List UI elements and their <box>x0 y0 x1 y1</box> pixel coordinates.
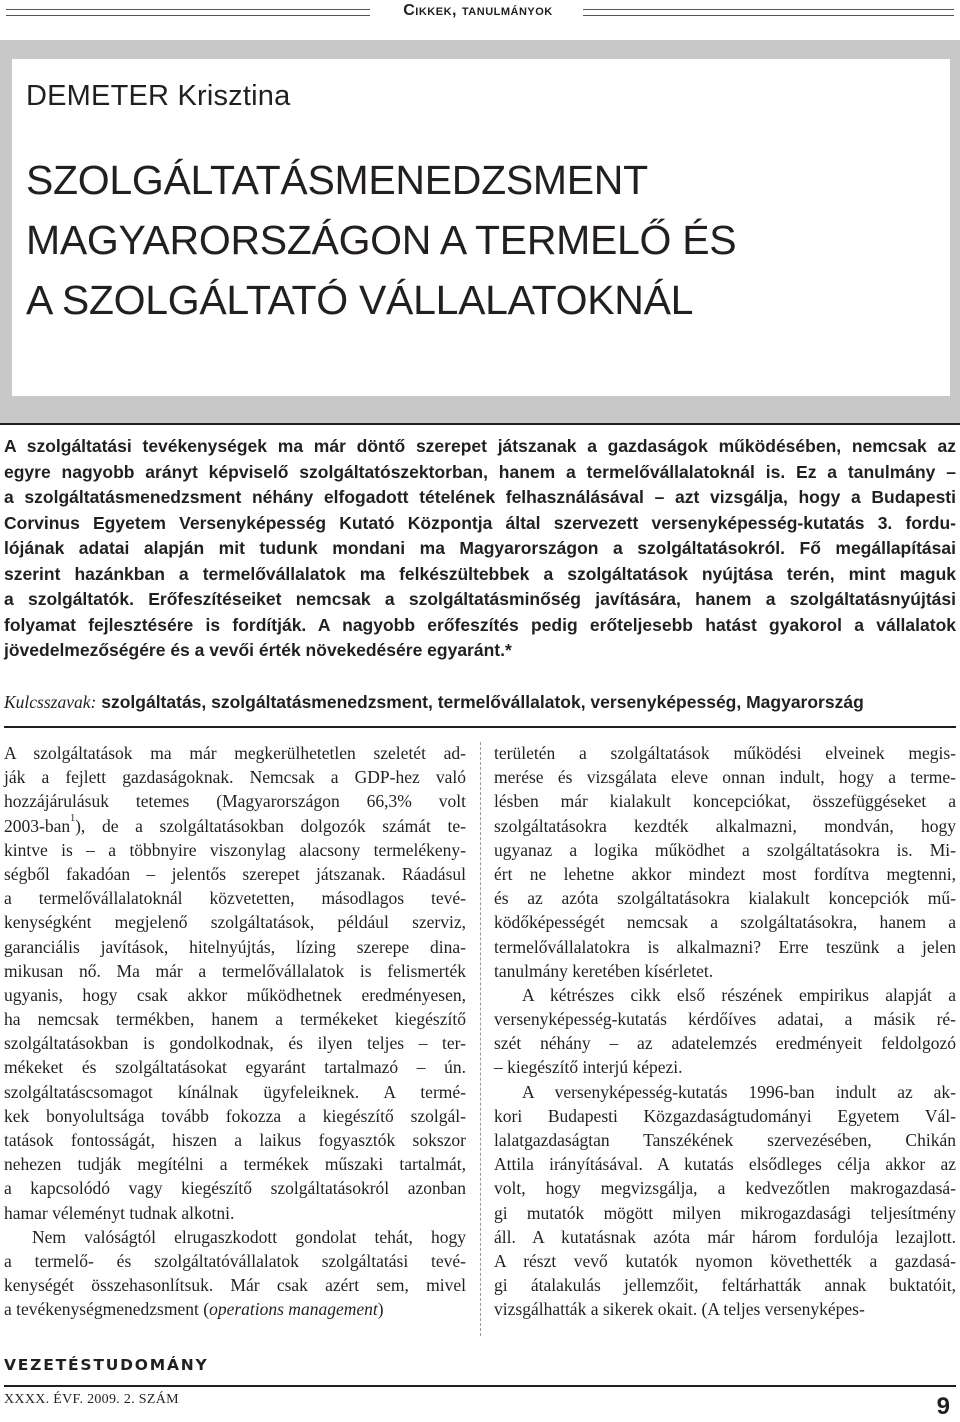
body-line: vizsgálhatták a sikerek okait. (A teljes versenyképes- <box>494 1299 865 1320</box>
abstract-line: egyre nagyobb arányt képviselő szolgáltatószektorban, hanem a termelővállalatoknál is. Ez a tanulmány – <box>4 461 956 482</box>
abstract <box>4 434 956 664</box>
body-line: ha nemcsak termékben, hanem a termékeket kiegészítő <box>4 1009 466 1030</box>
body-line: versenyképesség-kutatás kérdőíves adatai, a másik ré- <box>494 1009 956 1030</box>
body-line: és az azóta szolgáltatásokra kialakult koncepciók mű- <box>494 888 956 909</box>
body-line: A szolgáltatások ma már megkerülhetetlen szeletét ad- <box>4 743 466 763</box>
body-line: a kapcsolódó vagy kiegészítő szolgáltatásokról azonban <box>4 1178 466 1199</box>
abstract-line: folyamat fejlesztésére is fordítják. A nagyobb erőfeszítés pedig erőteljesebb hatást gyakorol a vállalatok <box>4 614 956 635</box>
body-line: szolgáltatásokban is gondolkodnak, és ilyen teljes – ter- <box>4 1033 466 1054</box>
body-line: ért ne lehetne akkor mindezt most fordítva megtenni, <box>494 863 956 884</box>
running-head <box>0 0 960 24</box>
body-line: – kiegészítő interjú képezi. <box>494 1057 683 1078</box>
footer-rule <box>4 1385 956 1387</box>
body-line: területén a szolgáltatások működési elveinek megis- <box>494 743 956 763</box>
abstract-line: szerint hazánkban a termelővállalatok ma felkészültebbek a szolgáltatások nyújtása terén, mint maguk <box>4 563 956 584</box>
author-name: DEMETER Krisztina <box>26 80 291 112</box>
body-line: lésben már kialakult koncepciókat, összefüggéseket a <box>494 791 956 812</box>
footnote-marker[interactable]: 1 <box>70 812 76 824</box>
journal-name: VEZETÉSTUDOMÁNY <box>4 1356 209 1374</box>
body-line: volt, hogy megvizsgálja, a kedvezőtlen makrogazdasá- <box>494 1178 956 1199</box>
body-line: ségből fakadóan – jelentős szerepet játszanak. Ráadásul <box>4 863 466 884</box>
body-line: 2003-ban$^1$), de a szolgáltatásokban dolgozók számát te- <box>4 812 466 836</box>
title-box-bottom-rule <box>0 423 960 425</box>
body-column-left <box>4 741 466 1322</box>
body-line: a tevékenységmenedzsment (operations management) <box>4 1299 384 1320</box>
italic-term: operations management <box>209 1299 378 1320</box>
body-line: mikusan nő. Ma már a termelővállalatok is felismerték <box>4 960 466 981</box>
article-title <box>26 150 736 330</box>
running-head-rule-right <box>583 9 954 16</box>
body-line: merése és vizsgálata eleve onnan indult, hogy a terme- <box>494 767 956 788</box>
body-line: szét néhány – az adatelemzés eredményeit feldolgozó <box>494 1033 956 1054</box>
abstract-line: Corvinus Egyetem Versenyképesség Kutató Központja által szervezett versenyképesség-kutatás 3. fordu- <box>4 512 956 533</box>
body-line: lalatgazdaságtan Tanszékének szervezésében, Chikán <box>494 1130 956 1150</box>
body-line: Nem valóságtól elrugaszkodott gondolat tehát, hogy <box>32 1226 466 1247</box>
body-line: szolgáltatásokra kezdték alkalmazni, mondván, hogy <box>494 815 956 836</box>
body-line: Attila irányításával. A kutatás elsődleges célja akkor az <box>494 1154 956 1175</box>
body-line: A részt vevő kutatók nyomon követhették a gazdasá- <box>494 1250 956 1271</box>
abstract-line: lójának adatai alapján mit tudunk mondani ma Magyarországon a szolgáltatásokról. Fő megállapításai <box>4 538 956 558</box>
body-line: ják a fejlett gazdaságoknak. Nemcsak a GDP-hez való <box>4 767 466 788</box>
abstract-line: a szolgáltatásmenedzsment néhány elfogadott tételének felhasználásával – azt vizsgálja, hogy a Budapesti <box>4 487 956 507</box>
body-line: kori Budapesti Közgazdaságtudományi Egyetem Vál- <box>494 1105 956 1126</box>
running-head-rule-left <box>6 9 370 16</box>
issue-info: XXXX. ÉVF. 2009. 2. SZÁM <box>4 1392 179 1407</box>
abstract-line: A szolgáltatási tevékenységek ma már döntő szerepet játszanak a gazdaságok működésében, nemcsak az <box>4 436 956 456</box>
body-line: mékeket és szolgáltatásokat egyaránt tartalmazó – ún. <box>4 1057 466 1078</box>
abstract-line: a szolgáltatók. Erőfeszítéseiket nemcsak a szolgáltatásminőség javítására, hanem a szolgáltatásnyújtási <box>4 589 956 609</box>
body-line: tatások fontosságát, hiszen a laikus fogyasztók sokszor <box>4 1130 466 1150</box>
article-title-line: A SZOLGÁLTATÓ VÁLLALATOKNÁL <box>26 277 694 323</box>
body-line: ugyanis, hogy csak akkor működhetnek eredményesen, <box>4 984 466 1005</box>
body-line: garanciális javítások, hitelnyújtás, lízing szerepe dina- <box>4 936 466 957</box>
body-line: A kétrészes cikk első részének empirikus alapját a <box>522 984 956 1005</box>
body-line: kenységét összehasonlítsuk. Már csak azért sem, mivel <box>4 1275 466 1296</box>
abstract-line: jövedelmezőségére és a vevői érték növekedésére egyaránt.* <box>4 640 512 660</box>
body-line: gi mutatók mögött milyen mikrogazdasági teljesítmény <box>494 1202 956 1223</box>
body-line: áll. A kutatásnak azóta már három fordulója lezajlott. <box>494 1226 956 1247</box>
body-line: gi átalakulás jellemzőit, feltárhatták annak buktatóit, <box>494 1275 956 1296</box>
body-line: hamar véleményt tudnak alkotni. <box>4 1202 235 1223</box>
keywords-label: Kulcsszavak: <box>4 692 97 712</box>
body-line: kenységként megjelenő szolgáltatások, például szerviz, <box>4 912 466 933</box>
keywords <box>4 692 956 713</box>
section-label: Cikkek, tanulmányok <box>403 2 553 19</box>
body-line: a termelővállalatoknál közvetetten, másodlagos tevé- <box>4 888 466 909</box>
body-line: ködőképességét nemcsak a szolgáltatásokra, hanem a <box>494 912 956 933</box>
page-number: 9 <box>936 1393 950 1420</box>
body-line: a termelő- és szolgáltatóvállalatok szolgáltatási tevé- <box>4 1250 466 1271</box>
body-line: nehezen tudják megítélni a termékek műszaki tartalmát, <box>4 1154 466 1175</box>
body-line: szolgáltatáscsomagot kínálnak ügyfeleiknek. A termé- <box>4 1081 466 1102</box>
article-title-line: MAGYARORSZÁGON A TERMELŐ ÉS <box>26 217 737 263</box>
column-separator <box>480 742 481 1336</box>
body-line: termelővállalatokra is alkalmazni? Erre teszünk a jelen <box>494 936 956 957</box>
body-line: A versenyképesség-kutatás 1996-ban indult az ak- <box>522 1081 956 1102</box>
body-line: hozzájárulásuk tetemes (Magyarországon 66,3% volt <box>4 791 466 812</box>
body-line: tanulmány keretében kísérletet. <box>494 960 714 981</box>
article-title-line: SZOLGÁLTATÁSMENEDZSMENT <box>26 157 648 203</box>
keywords-values: szolgáltatás, szolgáltatásmenedzsment, termelővállalatok, versenyképesség, Magyarország <box>101 692 864 712</box>
body-column-right <box>494 741 956 1322</box>
abstract-divider <box>4 726 956 728</box>
body-line: kintve is – a többnyire viszonylag alacsony termelékeny- <box>4 839 466 860</box>
body-line: ugyanaz a logika működhet a szolgáltatásokra is. Mi- <box>494 839 956 860</box>
body-line: kek bonyolultsága tovább fokozza a kiegészítő szolgál- <box>4 1105 466 1126</box>
